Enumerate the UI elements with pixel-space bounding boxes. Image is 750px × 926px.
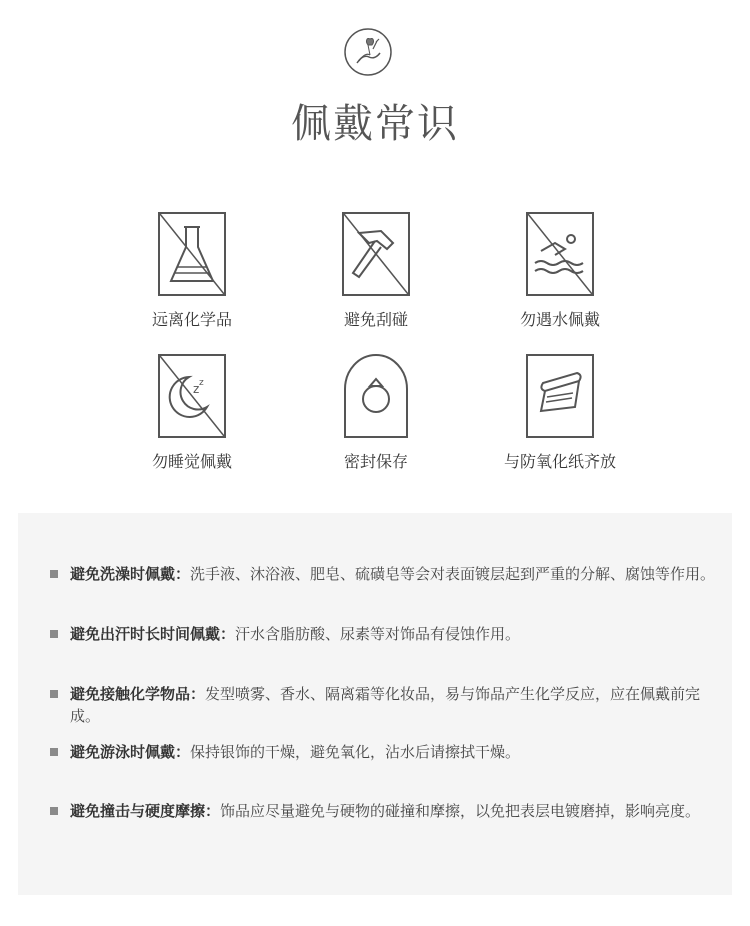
care-item-water — [480, 211, 640, 330]
bullet-square-icon — [50, 748, 58, 756]
care-item-chemicals — [112, 211, 272, 330]
care-item-label: 与防氧化纸齐放 — [503, 452, 616, 471]
care-item-label: 远离化学品 — [151, 310, 232, 329]
care-item-label: 勿睡觉佩戴 — [151, 452, 232, 471]
svg-text:z: z — [193, 382, 200, 396]
care-item-paper — [480, 353, 640, 472]
swimmer-icon — [525, 211, 595, 297]
tip-heading: 避免出汗时长时间佩戴： — [70, 625, 236, 643]
care-tip — [70, 623, 720, 645]
tip-body: 饰品应尽量避免与硬物的碰撞和摩擦，以免把表层电镀磨掉，影响亮度。 — [220, 802, 701, 820]
care-tip — [70, 800, 720, 822]
care-item-label: 密封保存 — [343, 452, 408, 471]
ring-bag-icon — [341, 353, 411, 439]
care-item-label: 勿遇水佩戴 — [519, 310, 600, 329]
bullet-square-icon — [50, 630, 58, 638]
flask-icon — [157, 211, 227, 297]
care-tips-panel — [18, 513, 732, 895]
bullet-square-icon — [50, 690, 58, 698]
hammer-icon — [341, 211, 411, 297]
tip-body: 保持银饰的干燥，避免氧化，沾水后请擦拭干燥。 — [190, 743, 521, 761]
bullet-square-icon — [50, 807, 58, 815]
care-item-sealed — [296, 353, 456, 472]
tip-heading: 避免游泳时佩戴： — [70, 743, 191, 761]
moon-sleep-icon — [157, 353, 227, 439]
page-title: 佩戴常识 — [291, 101, 459, 147]
bullet-square-icon — [50, 570, 58, 578]
tip-body: 洗手液、沐浴液、肥皂、硫磺皂等会对表面镀层起到严重的分解、腐蚀等作用。 — [190, 565, 716, 583]
svg-text:z: z — [199, 378, 204, 388]
care-item-impact — [296, 211, 456, 330]
care-item-sleep — [112, 353, 272, 472]
tip-heading: 避免接触化学物品： — [70, 685, 206, 703]
care-tip — [70, 683, 720, 727]
tip-body: 汗水含脂肪酸、尿素等对饰品有侵蚀作用。 — [235, 625, 521, 643]
tip-heading: 避免洗澡时佩戴： — [70, 565, 191, 583]
tip-body: 发型喷雾、香水、隔离霜等化妆品，易与饰品产生化学反应，应在佩戴前完成。 — [70, 685, 701, 725]
paper-roll-icon — [525, 353, 595, 439]
care-item-label: 避免刮碰 — [343, 310, 408, 329]
tip-heading: 避免撞击与硬度摩擦： — [70, 802, 221, 820]
care-tip — [70, 563, 720, 585]
care-tip — [70, 741, 720, 763]
